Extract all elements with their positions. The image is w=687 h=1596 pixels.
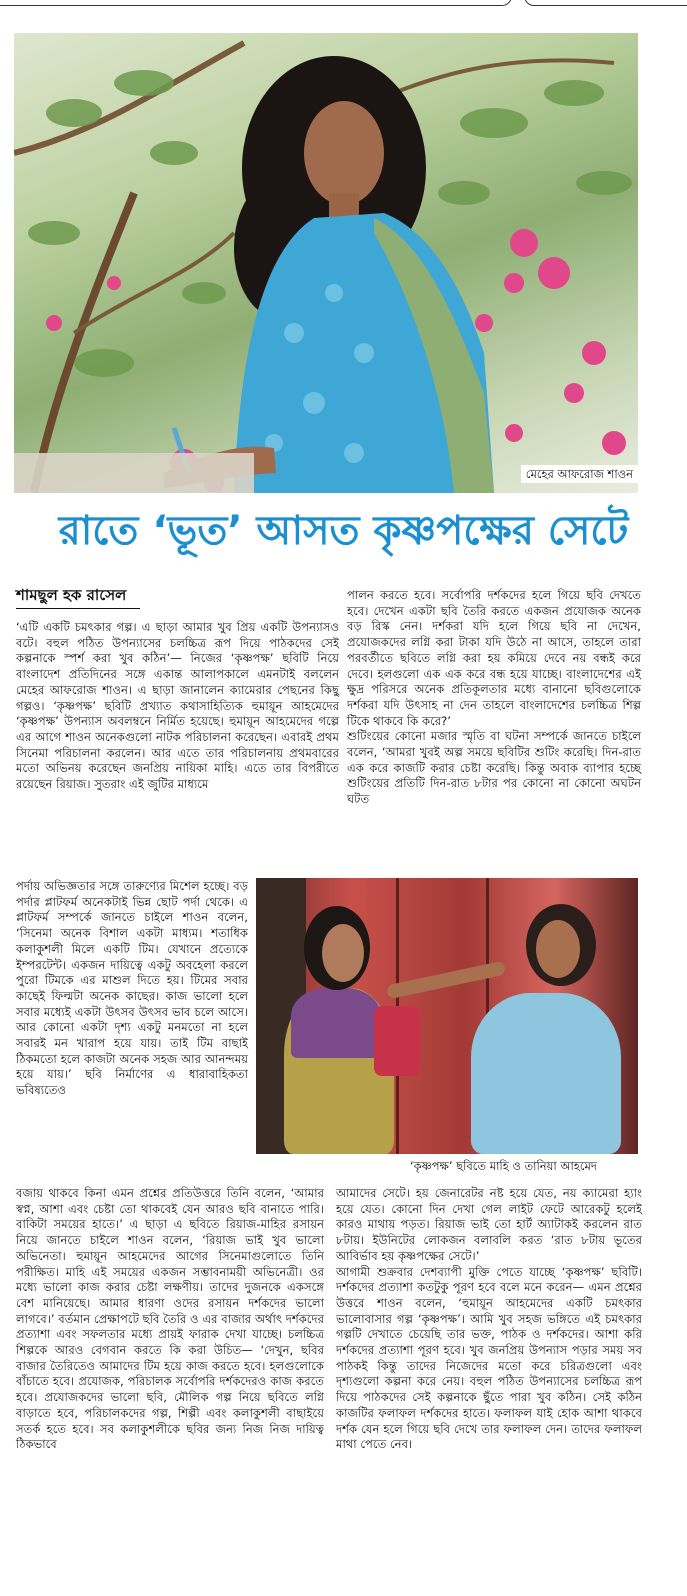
red-handbag: [374, 1006, 420, 1076]
top-frame-right: [524, 0, 687, 6]
portrait-photo: [14, 33, 638, 493]
actress-right: [471, 993, 621, 1154]
photo-caption: মেহের আফরোজ শাওন: [521, 465, 638, 483]
actress-right-face: [536, 920, 580, 978]
column-1-mid: [16, 879, 248, 1099]
paragraph: শুটিংয়ের কোনো মজার স্মৃতি বা ঘটনা সম্পর্কে জানতে চাইলে বলেন, ‘আমরা খুবই অল্প সময়ে ছবিটির শুটিং করেছি। দিন-রাত এক করে কাজটি করার চেষ্টা করেছি। কিন্তু অবাক ব্যাপার হচ্ছে শুটিংয়ের প্রতিটি দিন-রাত ৮টার পর কোনো না কোনো অঘটন ঘটত: [347, 729, 641, 807]
paragraph: আমাদের সেটে। হয় জেনারেটর নষ্ট হয়ে যেত, নয় ক্যামেরা হ্যাং হয়ে যেত। কোনো দিন দেখা গেল লাইট ফেটে আরেকটু হলেই কারও মাথায় পড়ত। রিয়াজ ভাই তো হার্ট অ্যাটাকই করলেন রাত ৮টায়। ইউনিটের লোকজন বলাবলি করত ‘রাত ৮টায় ভূতের আবির্ভাব হয় কৃষ্ণপক্ষের সেটে।’: [336, 1186, 642, 1263]
column-2-bottom: [336, 1186, 642, 1453]
film-still-photo: [256, 878, 638, 1154]
paragraph: আগামী শুক্রবার দেশব্যাপী মুক্তি পেতে যাচ্ছে ‘কৃষ্ণপক্ষ’ ছবিটি। দর্শকদের প্রত্যাশা কতটুকু পূরণ হবে বলে মনে করেন— এমন প্রশ্নের উত্তরে শাওন বলেন, ‘হুমায়ূন আহমেদের একটি চমৎকার ভালোবাসার গল্প ‘কৃষ্ণপক্ষ’। আমি খুব সহজ ভঙ্গিতে এই চমৎকার গল্পটি দেখাতে চেয়েছি তার ভক্ত, পাঠক ও দর্শকদের। আশা করি দর্শকদের প্রত্যাশা পূরণ হবে। খুব জনপ্রিয় উপন্যাস পড়ার সময় সব পাঠকই কিন্তু তাদের নিজেদের মতো করে চরিত্রগুলো এবং দৃশ্যগুলো কল্পনা করে নেয়। বহুল পঠিত উপন্যাসের চলচ্চিত্র রূপ দিয়ে পাঠকদের সেই কল্পনাকে ছুঁতে পারা খুব কঠিন। সেই কঠিন কাজটির ফলাফল দর্শকদের হাতে। ফলাফল যাই হোক আশা থাকবে দর্শক যেন হলে গিয়ে ছবি দেখে তার ফলাফল দেন। তাদের ফলাফল মাথা পেতে নেব।: [336, 1264, 642, 1452]
paragraph: ‘এটি একটি চমৎকার গল্প। এ ছাড়া আমার খুব প্রিয় একটি উপন্যাসও বটে। বহুল পঠিত উপন্যাসের চলচ্চিত্র রূপ দিয়ে পাঠকদের সেই কল্পনাকে স্পর্শ করা খুব কঠিন’— নিজের ‘কৃষ্ণপক্ষ’ ছবিটি নিয়ে বাংলাদেশ প্রতিদিনের সঙ্গে একান্ত আলাপকালে এমনটাই বললেন মেহের আফরোজ শাওন। এ ছাড়া জানালেন ক্যামেরার পেছনের কিছু গল্পও। ‘কৃষ্ণপক্ষ’ ছবিটি প্রখ্যাত কথাসাহিত্যিক হুমায়ূন আহমেদের ‘কৃষ্ণপক্ষ’ উপন্যাস অবলম্বনে নির্মিত হয়েছে। হুমায়ূন আহমেদের গল্পে এর আগে শাওন অনেকগুলো নাটক পরিচালনা করেছেন। এবারই প্রথম সিনেমা পরিচালনা করলেন। আর এতে তার পরিচালনায় প্রথমবারের মতো অভিনয় করেছেন জনপ্রিয় নায়িকা মাহি। এতে তার বিপরীতে রয়েছেন রিয়াজ। সুতরাং এই জুটির মাধ্যমে: [16, 620, 339, 792]
paragraph: পালন করতে হবে। সর্বোপরি দর্শকদের হলে গিয়ে ছবি দেখতে হবে। দেখেন একটা ছবি তৈরি করতে একজন প্রযোজক অনেক বড় রিস্ক নেন। দর্শকরা যদি হলে গিয়ে ছবি না দেখেন, প্রযোজকদের লগ্নি করা টাকা যদি উঠে না আসে, তাহলে তারা পরবর্তীতে ছবিতে লগ্নি করা হয় কমিয়ে দেবে নয় বন্ধই করে দেবে। হলগুলো এক এক করে বন্ধ হয়ে যাচ্ছে। বাংলাদেশের এই ক্ষুদ্র পরিসরে অনেক প্রতিকূলতার মধ্যে বানানো ছবিগুলোকে দর্শকরা যদি উৎসাহ না দেন তাহলে বাংলাদেশের চলচ্চিত্র শিল্প টিকে থাকবে কি করে?’: [347, 588, 641, 728]
top-frame-left: [0, 0, 512, 6]
paragraph: বজায় থাকবে কিনা এমন প্রশ্নের প্রতিউত্তরে তিনি বলেন, ‘আমার স্বপ্ন, আশা এবং চেষ্টা তো থাকবেই যেন আরও ছবি বানাতে পারি। বাকিটা সময়ের হাতে।’ এ ছাড়া এ ছবিতে রিয়াজ-মাহির রসায়ন নিয়ে জানতে চাইলে শাওন বলেন, ‘রিয়াজ ভাই খুব ভালো অভিনেতা। হুমায়ূন আহমেদের আগের সিনেমাগুলোতে তিনি পরীক্ষিত। মাহি এই সময়ের একজন সম্ভাবনাময়ী অভিনেত্রী। ওর মধ্যে ভালো কাজ করার চেষ্টা লক্ষণীয়। তাদের দুজনকে একসঙ্গে বেশ মানিয়েছে। আমার ধারণা ওদের রসায়ন দর্শকদের ভালো লাগবে।’ বর্তমান প্রেক্ষাপটে ছবি তৈরি ও এর বাজার অর্থাৎ দর্শকদের প্রত্যাশা এবং সফলতার মধ্যে প্রায়ই ফারাক দেখা যাচ্ছে। চলচ্চিত্র শিল্পকে আরও বেগবান করতে কি করা উচিত— ‘দেখুন, ছবির বাজার তৈরিতেও আমাদের টিম হয়ে কাজ করতে হবে। হলগুলোকে বাঁচাতে হবে। প্রযোজক, পরিচালক সর্বোপরি দর্শকদেরও কাজ করতে হবে। প্রযোজকদের ভালো ছবি, মৌলিক গল্প নিয়ে ছবিতে লগ্নি বাড়াতে হবে, পরিচালকদের গল্প, শিল্পী এবং কলাকুশলী বাছাইয়ে সতর্ক হতে হবে। সব কলাকুশলীকে ছবির জন্য নিজ নিজ দায়িত্ব ঠিকভাবে: [16, 1186, 324, 1452]
headline: রাতে ‘ভূত’ আসত কৃষ্ণপক্ষের সেটে: [58, 508, 629, 554]
column-1-top: [16, 620, 339, 793]
paragraph: পর্দায় অভিজ্ঞতার সঙ্গে তারুণ্যের মিশেল হচ্ছে। বড় পর্দার প্লাটফর্ম অনেকটাই ভিন্ন ছোট পর্দা থেকে। এ প্লাটফর্ম সম্পর্কে জানতে চাইলে শাওন বলেন, ‘সিনেমা অনেক বিশাল একটা মাধ্যম। শতাধিক কলাকুশলী মিলে একটি টিম। যেখানে প্রত্যেকে ইম্পরটেন্ট। একজন দায়িত্বে একটু অবহেলা করলে পুরো টিমকে এর মাশুল দিতে হয়। টিমের সবার কাছেই ফিল্মটা অনেক কাছের। কাজ ভালো হলে সবার মধ্যেই একটা উৎসব উৎসব ভাব চলে আসে। আর কোনো একটা দৃশ্য একটু মনমতো না হলে সবারই মন খারাপ হয়ে যায়। তাই টিম বাছাই ঠিকমতো হলে কাজটা অনেক সহজ আর আনন্দময় হয়ে যায়।’ ছবি নির্মাণের এ ধারাবাহিকতা ভবিষ্যতেও: [16, 879, 248, 1098]
column-2-top: [347, 588, 641, 808]
actress-left-top: [291, 988, 381, 1058]
film-still-caption: ‘কৃষ্ণপক্ষ’ ছবিতে মাহি ও তানিয়া আহমেদ: [410, 1159, 597, 1173]
actress-left-face: [322, 924, 364, 982]
column-1-bottom: [16, 1186, 324, 1453]
byline-rule: [16, 608, 140, 609]
byline: শামছুল হক রাসেল: [16, 586, 127, 604]
portrait-illustration: [14, 33, 638, 493]
